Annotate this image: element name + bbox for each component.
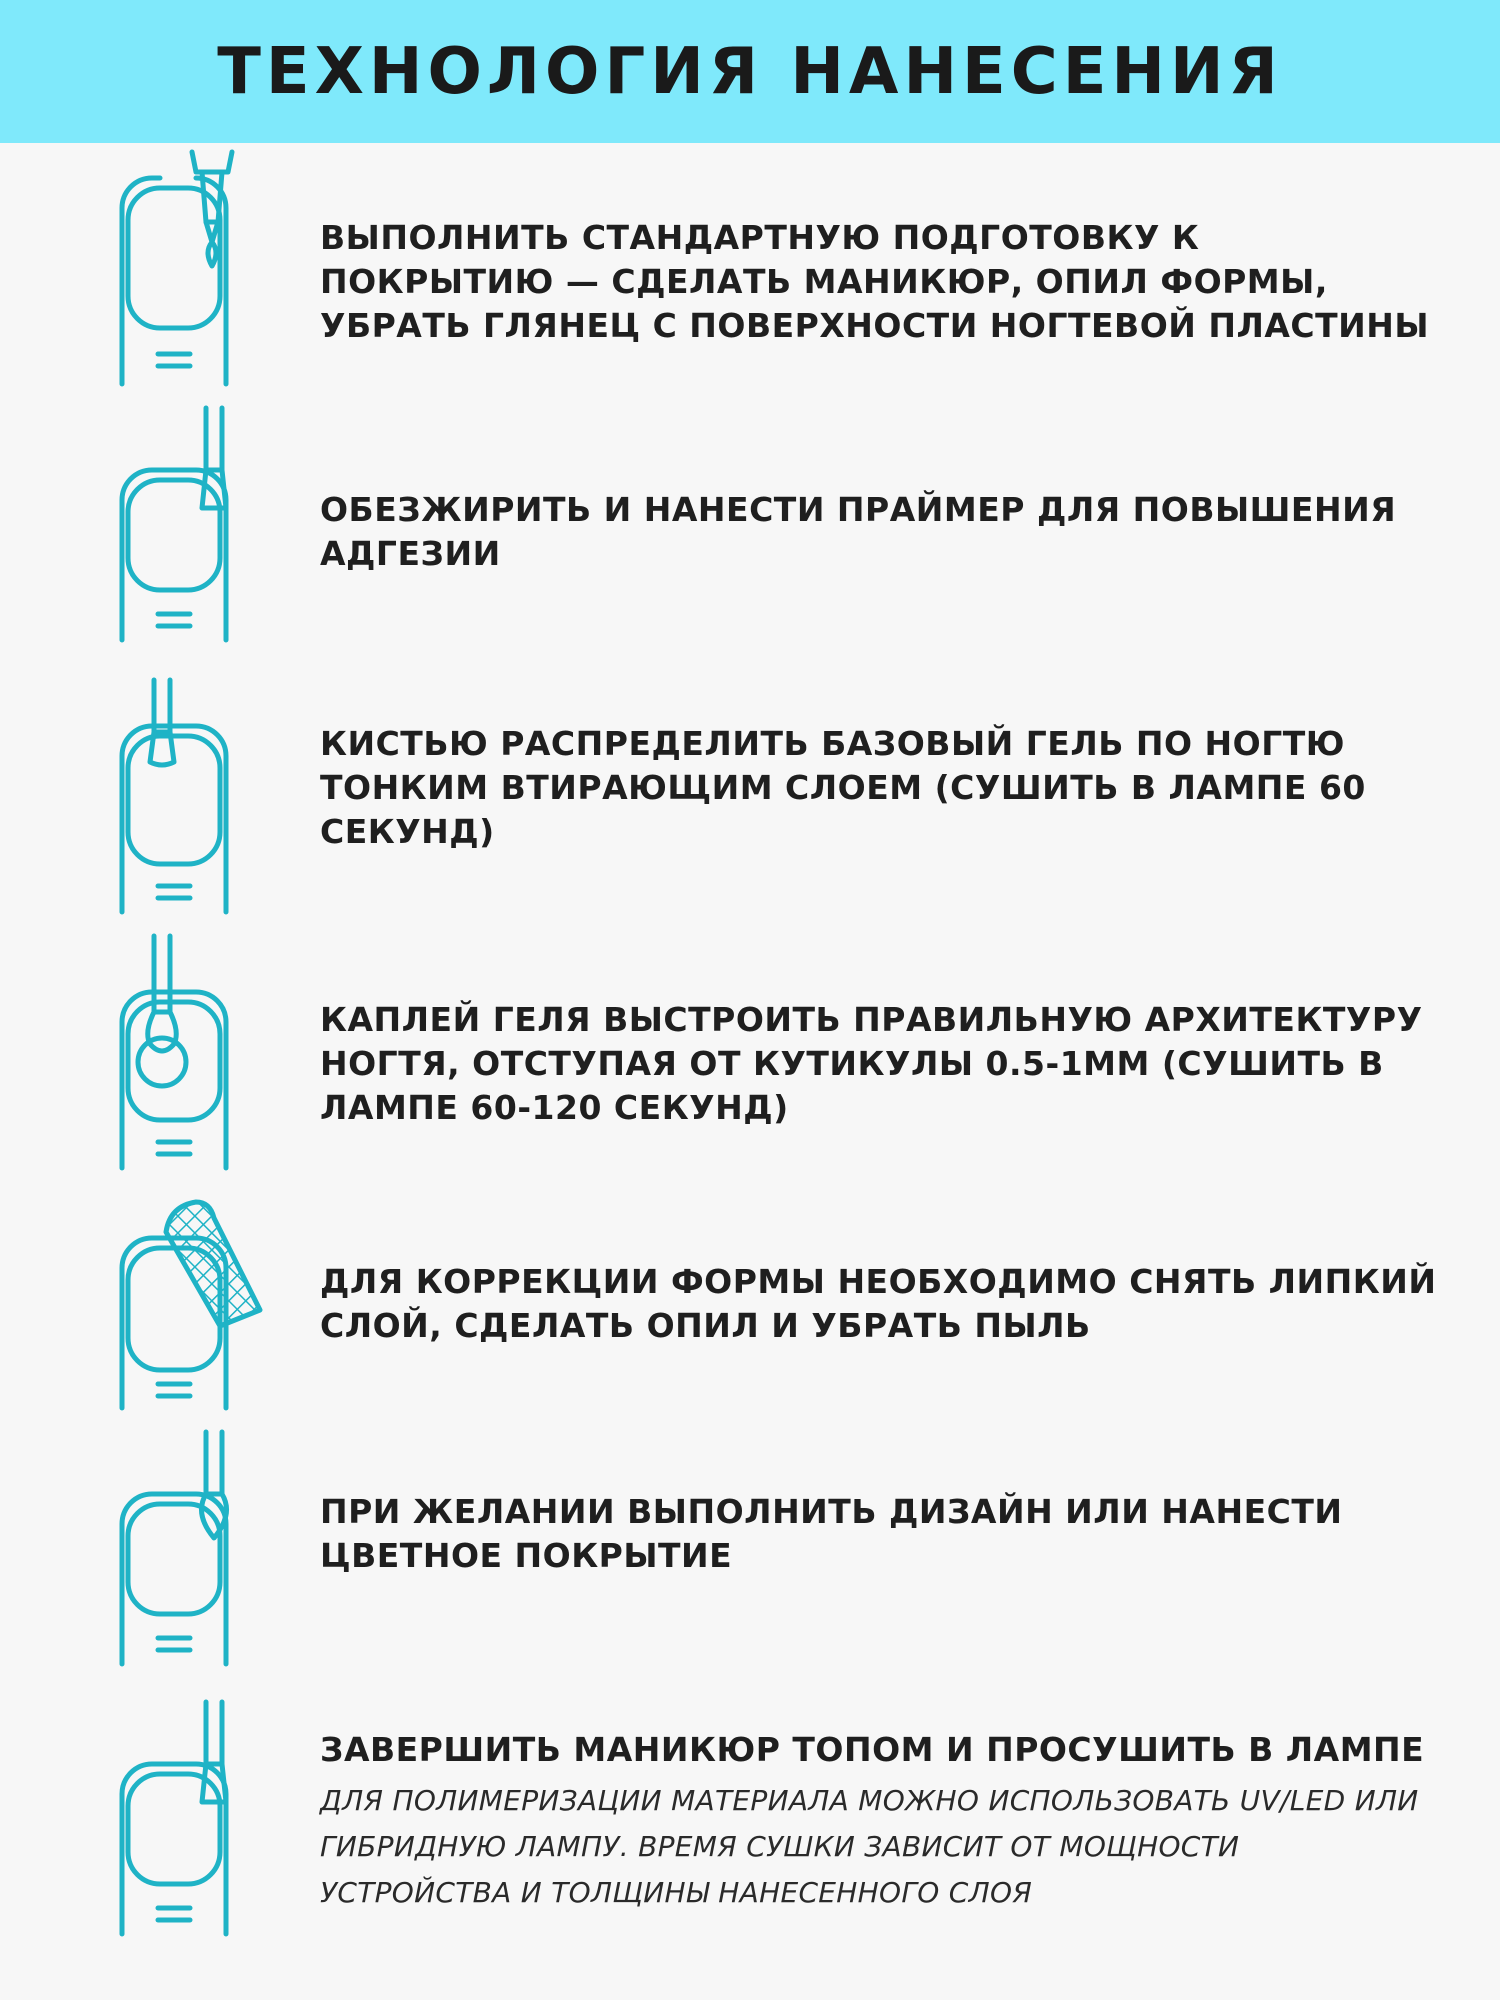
nail-pusher-icon	[110, 148, 280, 388]
step-6-text: ПРИ ЖЕЛАНИИ ВЫПОЛНИТЬ ДИЗАЙН ИЛИ НАНЕСТИ ЦВЕТНОЕ ПОКРЫТИЕ	[320, 1492, 1343, 1575]
nail-base-brush-icon	[110, 676, 280, 916]
step-7-text: ЗАВЕРШИТЬ МАНИКЮР ТОПОМ И ПРОСУШИТЬ В ЛАМПЕ	[320, 1730, 1425, 1769]
nail-gel-drop-icon	[110, 932, 280, 1172]
step-7-note: ДЛЯ ПОЛИМЕРИЗАЦИИ МАТЕРИАЛА МОЖНО ИСПОЛЬЗОВАТЬ UV/LED ИЛИ ГИБРИДНУЮ ЛАМПУ. ВРЕМЯ СУШКИ ЗАВИСИТ ОТ МОЩНОСТИ УСТРОЙСТВА И ТОЛЩИНЫ НАНЕСЕННОГО СЛОЯ	[320, 1784, 1419, 1909]
nail-design-brush-icon	[110, 1428, 280, 1668]
nail-top-brush-icon	[110, 1698, 280, 1938]
header-banner	[0, 0, 1500, 143]
step-5-text: ДЛЯ КОРРЕКЦИИ ФОРМЫ НЕОБХОДИМО СНЯТЬ ЛИПКИЙ СЛОЙ, СДЕЛАТЬ ОПИЛ И УБРАТЬ ПЫЛЬ	[320, 1262, 1437, 1345]
nail-file-icon	[110, 1198, 280, 1418]
step-2-text: ОБЕЗЖИРИТЬ И НАНЕСТИ ПРАЙМЕР ДЛЯ ПОВЫШЕНИЯ АДГЕЗИИ	[320, 490, 1397, 573]
step-1-text: ВЫПОЛНИТЬ СТАНДАРТНУЮ ПОДГОТОВКУ К ПОКРЫТИЮ — СДЕЛАТЬ МАНИКЮР, ОПИЛ ФОРМЫ, УБРАТЬ ГЛЯНЕЦ С ПОВЕРХНОСТИ НОГТЕВОЙ ПЛАСТИНЫ	[320, 218, 1430, 345]
step-4-text: КАПЛЕЙ ГЕЛЯ ВЫСТРОИТЬ ПРАВИЛЬНУЮ АРХИТЕКТУРУ НОГТЯ, ОТСТУПАЯ ОТ КУТИКУЛЫ 0.5-1ММ (СУШИТЬ В ЛАМПЕ 60-120 СЕКУНД)	[320, 1000, 1423, 1127]
nail-primer-brush-icon	[110, 404, 280, 644]
page-title: ТЕХНОЛОГИЯ НАНЕСЕНИЯ	[217, 34, 1283, 109]
step-3-text: КИСТЬЮ РАСПРЕДЕЛИТЬ БАЗОВЫЙ ГЕЛЬ ПО НОГТЮ ТОНКИМ ВТИРАЮЩИМ СЛОЕМ (СУШИТЬ В ЛАМПЕ 60 СЕКУНД)	[320, 724, 1366, 851]
